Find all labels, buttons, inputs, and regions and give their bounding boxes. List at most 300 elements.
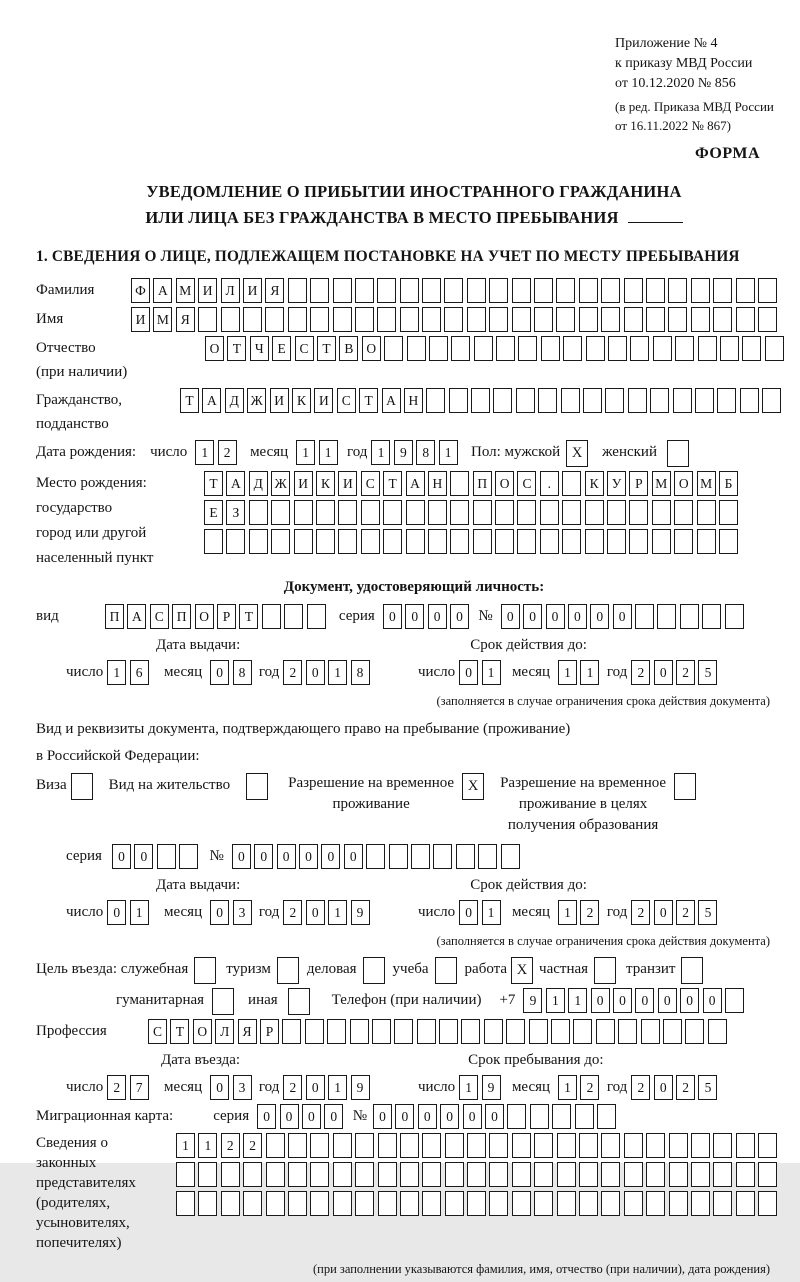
char-cell[interactable]: 0 (306, 1075, 325, 1100)
char-cell[interactable] (221, 1162, 240, 1187)
char-cell[interactable] (474, 336, 493, 361)
char-cell[interactable] (294, 500, 313, 525)
char-cell[interactable] (538, 388, 557, 413)
char-cell[interactable] (377, 307, 396, 332)
char-cell[interactable]: 0 (613, 988, 632, 1013)
char-cell[interactable]: С (361, 471, 380, 496)
char-cell[interactable] (691, 1133, 710, 1158)
char-cell[interactable] (467, 307, 486, 332)
char-cell[interactable] (635, 604, 654, 629)
char-cell[interactable]: О (674, 471, 693, 496)
char-cell[interactable] (426, 388, 445, 413)
char-cell[interactable] (428, 529, 447, 554)
char-cell[interactable] (579, 1162, 598, 1187)
char-cell[interactable] (534, 1191, 553, 1216)
char-cell[interactable] (561, 388, 580, 413)
char-cell[interactable]: 1 (546, 988, 565, 1013)
char-cell[interactable]: Д (249, 471, 268, 496)
char-cell[interactable]: Р (217, 604, 236, 629)
char-cell[interactable]: 0 (299, 844, 318, 869)
char-cell[interactable] (467, 1162, 486, 1187)
char-cell[interactable] (562, 471, 581, 496)
char-cell[interactable]: Л (215, 1019, 234, 1044)
char-cell[interactable]: 5 (698, 900, 717, 925)
char-cell[interactable]: 2 (631, 900, 650, 925)
char-cell[interactable] (596, 1019, 615, 1044)
char-cell[interactable]: С (148, 1019, 167, 1044)
char-cell[interactable] (585, 529, 604, 554)
char-cell[interactable] (221, 307, 240, 332)
char-cell[interactable] (646, 1133, 665, 1158)
char-cell[interactable] (583, 388, 602, 413)
char-cell[interactable] (378, 1133, 397, 1158)
char-cell[interactable]: 9 (394, 440, 413, 465)
sex-female-checkbox[interactable] (667, 440, 689, 467)
char-cell[interactable] (445, 1133, 464, 1158)
temp-residence-education-checkbox[interactable] (674, 773, 696, 800)
char-cell[interactable]: 8 (351, 660, 370, 685)
char-cell[interactable] (624, 307, 643, 332)
char-cell[interactable] (226, 529, 245, 554)
char-cell[interactable] (607, 500, 626, 525)
char-cell[interactable] (736, 1191, 755, 1216)
char-cell[interactable] (691, 307, 710, 332)
char-cell[interactable] (262, 604, 281, 629)
char-cell[interactable]: 1 (195, 440, 214, 465)
char-cell[interactable] (445, 1162, 464, 1187)
char-cell[interactable] (310, 307, 329, 332)
char-cell[interactable] (669, 1191, 688, 1216)
char-cell[interactable] (646, 278, 665, 303)
char-cell[interactable] (400, 307, 419, 332)
char-cell[interactable] (204, 529, 223, 554)
char-cell[interactable]: О (362, 336, 381, 361)
char-cell[interactable] (557, 1133, 576, 1158)
char-cell[interactable] (333, 1162, 352, 1187)
char-cell[interactable]: С (295, 336, 314, 361)
char-cell[interactable]: 0 (591, 988, 610, 1013)
char-cell[interactable] (702, 604, 721, 629)
residence-permit-checkbox[interactable] (246, 773, 268, 800)
char-cell[interactable] (355, 1162, 374, 1187)
char-cell[interactable] (624, 1133, 643, 1158)
char-cell[interactable] (467, 278, 486, 303)
char-cell[interactable]: Т (170, 1019, 189, 1044)
char-cell[interactable] (607, 529, 626, 554)
char-cell[interactable]: 1 (107, 660, 126, 685)
char-cell[interactable] (394, 1019, 413, 1044)
char-cell[interactable] (422, 307, 441, 332)
char-cell[interactable] (389, 844, 408, 869)
char-cell[interactable] (663, 1019, 682, 1044)
char-cell[interactable]: А (202, 388, 221, 413)
char-cell[interactable]: Д (225, 388, 244, 413)
char-cell[interactable]: 1 (328, 1075, 347, 1100)
char-cell[interactable] (489, 1133, 508, 1158)
char-cell[interactable]: Ф (131, 278, 150, 303)
char-cell[interactable] (758, 1133, 777, 1158)
char-cell[interactable] (501, 844, 520, 869)
char-cell[interactable] (557, 1162, 576, 1187)
char-cell[interactable]: О (495, 471, 514, 496)
char-cell[interactable]: 0 (277, 844, 296, 869)
char-cell[interactable]: 5 (698, 1075, 717, 1100)
char-cell[interactable] (628, 388, 647, 413)
char-cell[interactable]: З (226, 500, 245, 525)
char-cell[interactable]: 2 (283, 900, 302, 925)
char-cell[interactable] (495, 500, 514, 525)
char-cell[interactable]: 0 (459, 900, 478, 925)
char-cell[interactable]: 9 (523, 988, 542, 1013)
char-cell[interactable]: 0 (395, 1104, 414, 1129)
char-cell[interactable] (305, 1019, 324, 1044)
char-cell[interactable] (736, 278, 755, 303)
char-cell[interactable] (284, 604, 303, 629)
char-cell[interactable]: 5 (698, 660, 717, 685)
char-cell[interactable] (307, 604, 326, 629)
char-cell[interactable] (646, 1162, 665, 1187)
char-cell[interactable] (333, 307, 352, 332)
char-cell[interactable] (708, 1019, 727, 1044)
char-cell[interactable] (725, 988, 744, 1013)
char-cell[interactable]: 0 (463, 1104, 482, 1129)
char-cell[interactable]: 9 (482, 1075, 501, 1100)
char-cell[interactable] (534, 1133, 553, 1158)
char-cell[interactable] (361, 500, 380, 525)
char-cell[interactable] (198, 307, 217, 332)
char-cell[interactable]: 7 (130, 1075, 149, 1100)
char-cell[interactable] (697, 529, 716, 554)
char-cell[interactable] (444, 278, 463, 303)
char-cell[interactable] (288, 307, 307, 332)
char-cell[interactable] (433, 844, 452, 869)
char-cell[interactable] (552, 1104, 571, 1129)
char-cell[interactable]: И (243, 278, 262, 303)
char-cell[interactable]: 3 (233, 900, 252, 925)
char-cell[interactable] (243, 307, 262, 332)
char-cell[interactable]: 0 (440, 1104, 459, 1129)
char-cell[interactable] (674, 500, 693, 525)
char-cell[interactable] (400, 1133, 419, 1158)
char-cell[interactable] (641, 1019, 660, 1044)
char-cell[interactable]: И (294, 471, 313, 496)
char-cell[interactable]: К (585, 471, 604, 496)
char-cell[interactable]: 6 (130, 660, 149, 685)
char-cell[interactable]: 0 (654, 660, 673, 685)
char-cell[interactable] (355, 278, 374, 303)
char-cell[interactable] (534, 1162, 553, 1187)
char-cell[interactable]: 0 (568, 604, 587, 629)
char-cell[interactable] (562, 529, 581, 554)
char-cell[interactable]: 1 (176, 1133, 195, 1158)
char-cell[interactable]: 0 (321, 844, 340, 869)
char-cell[interactable] (517, 529, 536, 554)
char-cell[interactable]: Р (260, 1019, 279, 1044)
char-cell[interactable]: 0 (210, 660, 229, 685)
char-cell[interactable] (473, 529, 492, 554)
char-cell[interactable]: 1 (296, 440, 315, 465)
char-cell[interactable] (478, 844, 497, 869)
char-cell[interactable] (629, 500, 648, 525)
char-cell[interactable] (243, 1162, 262, 1187)
char-cell[interactable] (601, 307, 620, 332)
char-cell[interactable] (406, 500, 425, 525)
char-cell[interactable] (493, 388, 512, 413)
char-cell[interactable] (579, 1191, 598, 1216)
char-cell[interactable] (422, 1191, 441, 1216)
char-cell[interactable] (288, 278, 307, 303)
char-cell[interactable] (338, 500, 357, 525)
char-cell[interactable] (366, 844, 385, 869)
char-cell[interactable] (653, 336, 672, 361)
char-cell[interactable] (383, 529, 402, 554)
char-cell[interactable]: А (382, 388, 401, 413)
char-cell[interactable] (495, 529, 514, 554)
char-cell[interactable]: В (339, 336, 358, 361)
char-cell[interactable] (484, 1019, 503, 1044)
char-cell[interactable] (652, 500, 671, 525)
char-cell[interactable] (512, 1162, 531, 1187)
char-cell[interactable] (489, 1162, 508, 1187)
char-cell[interactable] (411, 844, 430, 869)
char-cell[interactable] (294, 529, 313, 554)
char-cell[interactable] (489, 1191, 508, 1216)
purpose-study-checkbox[interactable] (435, 957, 457, 984)
char-cell[interactable] (597, 1104, 616, 1129)
char-cell[interactable] (541, 336, 560, 361)
char-cell[interactable]: 1 (198, 1133, 217, 1158)
char-cell[interactable]: 2 (243, 1133, 262, 1158)
char-cell[interactable] (562, 500, 581, 525)
char-cell[interactable]: 0 (210, 1075, 229, 1100)
char-cell[interactable] (579, 307, 598, 332)
char-cell[interactable]: 0 (418, 1104, 437, 1129)
char-cell[interactable] (695, 388, 714, 413)
char-cell[interactable]: П (172, 604, 191, 629)
char-cell[interactable]: 0 (485, 1104, 504, 1129)
char-cell[interactable]: И (198, 278, 217, 303)
char-cell[interactable]: Е (204, 500, 223, 525)
char-cell[interactable] (350, 1019, 369, 1044)
char-cell[interactable] (512, 307, 531, 332)
char-cell[interactable] (630, 336, 649, 361)
char-cell[interactable]: 0 (134, 844, 153, 869)
char-cell[interactable] (646, 307, 665, 332)
char-cell[interactable]: 3 (233, 1075, 252, 1100)
purpose-official-checkbox[interactable] (194, 957, 216, 984)
char-cell[interactable]: 2 (676, 900, 695, 925)
char-cell[interactable] (378, 1191, 397, 1216)
char-cell[interactable]: 8 (233, 660, 252, 685)
char-cell[interactable] (456, 844, 475, 869)
char-cell[interactable]: С (337, 388, 356, 413)
char-cell[interactable] (512, 1133, 531, 1158)
char-cell[interactable]: Я (176, 307, 195, 332)
char-cell[interactable]: Т (317, 336, 336, 361)
char-cell[interactable]: А (153, 278, 172, 303)
char-cell[interactable]: 9 (351, 900, 370, 925)
char-cell[interactable] (266, 1191, 285, 1216)
char-cell[interactable]: П (105, 604, 124, 629)
char-cell[interactable]: 1 (568, 988, 587, 1013)
char-cell[interactable] (618, 1019, 637, 1044)
char-cell[interactable] (221, 1191, 240, 1216)
char-cell[interactable] (271, 529, 290, 554)
char-cell[interactable] (384, 336, 403, 361)
char-cell[interactable] (608, 336, 627, 361)
char-cell[interactable]: 2 (631, 1075, 650, 1100)
char-cell[interactable]: 0 (523, 604, 542, 629)
char-cell[interactable] (669, 1133, 688, 1158)
char-cell[interactable] (338, 529, 357, 554)
char-cell[interactable] (579, 1133, 598, 1158)
char-cell[interactable] (713, 1133, 732, 1158)
char-cell[interactable] (157, 844, 176, 869)
char-cell[interactable] (243, 1191, 262, 1216)
char-cell[interactable] (333, 1133, 352, 1158)
char-cell[interactable]: 0 (280, 1104, 299, 1129)
char-cell[interactable]: А (226, 471, 245, 496)
char-cell[interactable] (355, 1191, 374, 1216)
char-cell[interactable] (355, 1133, 374, 1158)
char-cell[interactable] (400, 1162, 419, 1187)
char-cell[interactable]: 1 (558, 1075, 577, 1100)
char-cell[interactable] (758, 1162, 777, 1187)
char-cell[interactable]: 2 (580, 900, 599, 925)
char-cell[interactable] (310, 1191, 329, 1216)
char-cell[interactable] (758, 1191, 777, 1216)
char-cell[interactable]: 0 (405, 604, 424, 629)
char-cell[interactable]: 2 (221, 1133, 240, 1158)
char-cell[interactable] (282, 1019, 301, 1044)
char-cell[interactable]: 1 (558, 660, 577, 685)
char-cell[interactable] (445, 1191, 464, 1216)
char-cell[interactable] (422, 1162, 441, 1187)
char-cell[interactable] (316, 529, 335, 554)
char-cell[interactable]: 0 (613, 604, 632, 629)
char-cell[interactable] (698, 336, 717, 361)
char-cell[interactable] (680, 604, 699, 629)
char-cell[interactable] (450, 471, 469, 496)
char-cell[interactable]: А (406, 471, 425, 496)
char-cell[interactable]: Н (404, 388, 423, 413)
char-cell[interactable]: С (150, 604, 169, 629)
char-cell[interactable]: 0 (635, 988, 654, 1013)
char-cell[interactable] (650, 388, 669, 413)
char-cell[interactable] (333, 1191, 352, 1216)
char-cell[interactable]: А (127, 604, 146, 629)
char-cell[interactable]: М (652, 471, 671, 496)
char-cell[interactable] (629, 529, 648, 554)
char-cell[interactable]: 2 (676, 1075, 695, 1100)
char-cell[interactable]: 1 (130, 900, 149, 925)
char-cell[interactable]: 0 (373, 1104, 392, 1129)
char-cell[interactable]: Ж (247, 388, 266, 413)
char-cell[interactable]: 0 (210, 900, 229, 925)
char-cell[interactable]: Т (227, 336, 246, 361)
char-cell[interactable] (713, 1191, 732, 1216)
char-cell[interactable]: 8 (416, 440, 435, 465)
char-cell[interactable]: Т (180, 388, 199, 413)
char-cell[interactable] (512, 1191, 531, 1216)
char-cell[interactable]: 0 (324, 1104, 343, 1129)
char-cell[interactable]: Т (239, 604, 258, 629)
char-cell[interactable]: 2 (283, 660, 302, 685)
char-cell[interactable]: 0 (654, 1075, 673, 1100)
char-cell[interactable] (377, 278, 396, 303)
char-cell[interactable]: М (697, 471, 716, 496)
char-cell[interactable] (579, 278, 598, 303)
char-cell[interactable] (198, 1191, 217, 1216)
char-cell[interactable]: 1 (482, 660, 501, 685)
char-cell[interactable] (556, 278, 575, 303)
char-cell[interactable] (713, 307, 732, 332)
char-cell[interactable] (271, 500, 290, 525)
char-cell[interactable] (518, 336, 537, 361)
char-cell[interactable]: 0 (654, 900, 673, 925)
char-cell[interactable] (646, 1191, 665, 1216)
char-cell[interactable] (489, 278, 508, 303)
char-cell[interactable] (736, 307, 755, 332)
char-cell[interactable]: И (314, 388, 333, 413)
char-cell[interactable] (400, 1191, 419, 1216)
char-cell[interactable] (713, 278, 732, 303)
char-cell[interactable] (512, 278, 531, 303)
char-cell[interactable] (551, 1019, 570, 1044)
char-cell[interactable] (517, 500, 536, 525)
char-cell[interactable]: Л (221, 278, 240, 303)
char-cell[interactable] (506, 1019, 525, 1044)
char-cell[interactable]: Ч (250, 336, 269, 361)
char-cell[interactable] (266, 1133, 285, 1158)
visa-checkbox[interactable] (71, 773, 93, 800)
char-cell[interactable] (624, 1162, 643, 1187)
char-cell[interactable]: 0 (306, 900, 325, 925)
char-cell[interactable] (422, 278, 441, 303)
char-cell[interactable]: И (131, 307, 150, 332)
char-cell[interactable] (563, 336, 582, 361)
char-cell[interactable]: О (193, 1019, 212, 1044)
char-cell[interactable] (540, 529, 559, 554)
purpose-tourism-checkbox[interactable] (277, 957, 299, 984)
sex-male-checkbox[interactable]: X (566, 440, 588, 467)
char-cell[interactable] (674, 529, 693, 554)
char-cell[interactable]: 0 (254, 844, 273, 869)
char-cell[interactable]: Е (272, 336, 291, 361)
char-cell[interactable] (675, 336, 694, 361)
char-cell[interactable]: Н (428, 471, 447, 496)
char-cell[interactable]: 1 (319, 440, 338, 465)
char-cell[interactable] (507, 1104, 526, 1129)
char-cell[interactable] (601, 1191, 620, 1216)
purpose-work-checkbox[interactable]: X (511, 957, 533, 984)
char-cell[interactable] (422, 1133, 441, 1158)
char-cell[interactable] (652, 529, 671, 554)
char-cell[interactable] (697, 500, 716, 525)
char-cell[interactable] (417, 1019, 436, 1044)
char-cell[interactable]: 0 (459, 660, 478, 685)
char-cell[interactable] (742, 336, 761, 361)
char-cell[interactable] (657, 604, 676, 629)
char-cell[interactable]: М (176, 278, 195, 303)
char-cell[interactable]: 0 (107, 900, 126, 925)
char-cell[interactable] (378, 1162, 397, 1187)
char-cell[interactable] (361, 529, 380, 554)
char-cell[interactable] (429, 336, 448, 361)
char-cell[interactable] (736, 1133, 755, 1158)
char-cell[interactable] (333, 278, 352, 303)
char-cell[interactable]: 0 (344, 844, 363, 869)
